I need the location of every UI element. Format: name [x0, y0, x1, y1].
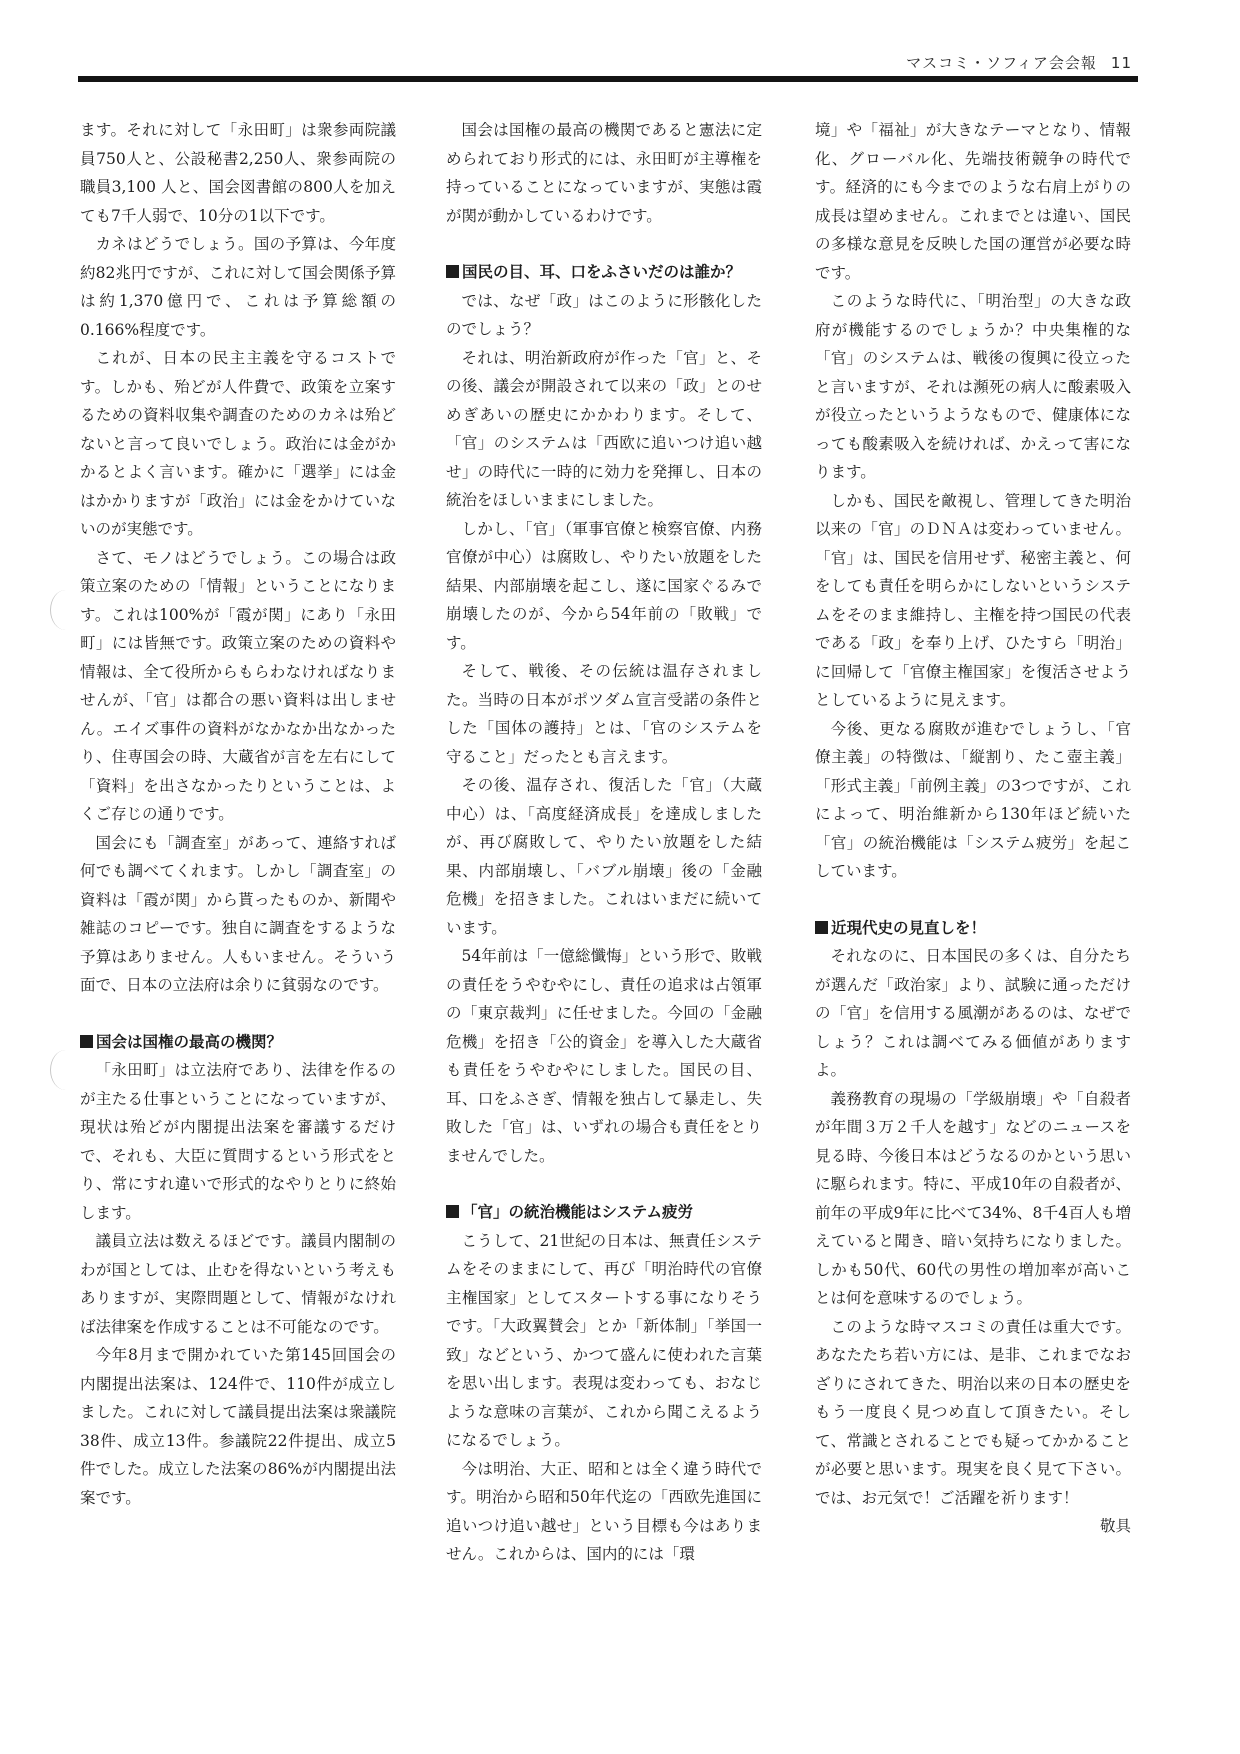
closing-signoff: 敬具	[1099, 1517, 1131, 1535]
paragraph: 「永田町」は立法府であり、法律を作るのが主たる仕事ということになっていますが、現状は殆どが内閣提出法案を審議するだけで、それも、大臣に質問するという形式をとり、常にすれ違いで形式的なやりとりに終始します。	[80, 1061, 396, 1222]
square-bullet-icon	[80, 1035, 93, 1048]
section-heading	[446, 258, 762, 287]
section-heading	[815, 914, 1131, 943]
paragraph: 国会は国権の最高の機関であると憲法に定められており形式的には、永田町が主導権を持っていることになっていますが、実態は霞が関が動かしているわけです。	[446, 121, 762, 225]
paragraph: 54年前は「一億総懺悔」という形で、敗戦の責任をうやむやにし、責任の追求は占領軍の「東京裁判」に任せました。今回の「金融危機」を招き「公的資金」を導入した大蔵省も責任をうやむやにしました。国民の目、耳、口をふさぎ、情報を独占して暴走し、失敗した「官」は、いずれの場合も責任をとりませんでした。	[446, 947, 762, 1165]
page-number: 11	[1110, 54, 1132, 72]
square-bullet-icon	[446, 1205, 459, 1218]
header-rule	[78, 76, 1138, 82]
paragraph: このような時マスコミの責任は重大です。あなたたち若い方には、是非、これまでなおざりにされてきた、明治以来の日本の歴史をもう一度良く見つめ直して頂きたい。そして、常識とされることでも疑ってかかることが必要と思います。現実を良く見て下さい。では、お元気で！ご活躍を祈ります！	[815, 1317, 1131, 1507]
section-heading-text: 近現代史の見直しを！	[831, 918, 987, 937]
square-bullet-icon	[446, 265, 459, 278]
paragraph: カネはどうでしょう。国の予算は、今年度約82兆円ですが、これに対して国会関係予算は約1,370億円で、これは予算総額の0.166%程度です。	[80, 235, 396, 339]
paragraph: その後、温存され、復活した「官」（大蔵中心）は、「高度経済成長」を達成しましたが、再び腐敗して、やりたい放題をした結果、内部崩壊し、「バブル崩壊」後の「金融危機」を招きました。これはいまだに続いています。	[446, 776, 762, 937]
paragraph: これが、日本の民主主義を守るコストです。しかも、殆どが人件費で、政策を立案するための資料収集や調査のためのカネは殆どないと言って良いでしょう。政治には金がかかるとよく言います。確かに「選挙」には金はかかりますが「政治」には金をかけていないのが実態です。	[80, 349, 396, 538]
paragraph: しかし、「官」（軍事官僚と検察官僚、内務官僚が中心）は腐敗し、やりたい放題をした結果、内部崩壊を起こし、遂に国家ぐるみで崩壊したのが、今から54年前の「敗戦」です。	[446, 519, 762, 652]
paragraph: それは、明治新政府が作った「官」と、その後、議会が開設されて以来の「政」とのせめぎあいの歴史にかかわります。そして、「官」のシステムは「西欧に追いつけ追い越せ」の時代に一時的に効力を発揮し、日本の統治をほしいままにしました。	[446, 348, 762, 509]
paragraph: 境」や「福祉」が大きなテーマとなり、情報化、グローバル化、先端技術競争の時代です。経済的にも今までのような右肩上がりの成長は望めません。これまでとは違い、国民の多様な意見を反映した国の運営が必要な時です。	[815, 121, 1131, 282]
section-heading	[80, 1028, 396, 1057]
paragraph: 義務教育の現場の「学級崩壊」や「自殺者が年間３万２千人を越す」などのニュースを見る時、今後日本はどうなるのかという思いに駆られます。特に、平成10年の自殺者が、前年の平成9年に比べて34%、8千4百人も増えていると聞き、暗い気持ちになりました。しかも50代、60代の男性の増加率が高いことは何を意味するのでしょう。	[815, 1089, 1131, 1307]
section-heading-text: 国民の目、耳、口をふさいだのは誰か？	[462, 263, 742, 281]
column-1	[80, 116, 396, 1512]
section-heading-text: 国会は国権の最高の機関？	[96, 1032, 283, 1051]
paragraph: ます。それに対して「永田町」は衆参両院議員750人と、公設秘書2,250人、衆参両院の職員3,100 人と、国会図書館の800人を加えても7千人弱で、10分の1以下です。	[80, 121, 396, 225]
scan-artifact	[50, 1050, 81, 1090]
scan-artifact	[50, 590, 81, 630]
paragraph: さて、モノはどうでしょう。この場合は政策立案のための「情報」ということになります。これは100%が「霞が関」にあり「永田町」には皆無です。政策立案のための資料や情報は、全て役所からもらわなければなりませんが、「官」は都合の悪い資料は出しません。エイズ事件の資料がなかなか出なかったり、住専国会の時、大蔵省が言を左右にして「資料」を出さなかったりということは、よくご存じの通りです。	[80, 548, 396, 823]
newsletter-title: マスコミ・ソフィア会会報	[906, 54, 1097, 72]
paragraph: 今年8月まで開かれていた第145回国会の内閣提出法案は、124件で、110件が成立しました。これに対して議員提出法案は衆議院38件、成立13件。参議院22件提出、成立5件でした。成立した法案の86%が内閣提出法案です。	[80, 1346, 396, 1507]
paragraph: では、なぜ「政」はこのように形骸化したのでしょう？	[446, 291, 762, 338]
paragraph: このような時代に、「明治型」の大きな政府が機能するのでしょうか？中央集権的な「官」のシステムは、戦後の復興に役立ったと言いますが、それは瀕死の病人に酸素吸入が役立ったというようなもので、健康体になっても酸素吸入を続ければ、かえって害になります。	[815, 292, 1131, 481]
section-heading	[446, 1198, 762, 1227]
paragraph: 今後、更なる腐敗が進むでしょうし、「官僚主義」の特徴は、「縦割り、たこ壺主義」「形式主義」「前例主義」の3つですが、これによって、明治維新から130年ほど続いた「官」の統治機能は「システム疲労」を起こしています。	[815, 719, 1131, 880]
paragraph: こうして、21世紀の日本は、無責任システムをそのままにして、再び「明治時代の官僚主権国家」としてスタートする事になりそうです。「大政翼賛会」とか「新体制」「挙国一致」などという、かつて盛んに使われた言葉を思い出します。表現は変わっても、おなじような意味の言葉が、これから聞こえるようになるでしょう。	[446, 1231, 762, 1449]
paragraph: それなのに、日本国民の多くは、自分たちが選んだ「政治家」より、試験に通っただけの「官」を信用する風潮があるのは、なぜでしょう？これは調べてみる価値がありますよ。	[815, 947, 1131, 1079]
column-3	[815, 116, 1131, 1541]
paragraph: そして、戦後、その伝統は温存されました。当時の日本がポツダム宣言受諾の条件とした「国体の護持」とは、「官のシステムを守ること」だったとも言えます。	[446, 662, 762, 766]
header-text	[906, 52, 1132, 73]
paragraph: 今は明治、大正、昭和とは全く違う時代です。明治から昭和50年代迄の「西欧先進国に追いつけ追い越せ」という目標も今はありません。これからは、国内的には「環	[446, 1459, 762, 1563]
paragraph: 国会にも「調査室」があって、連絡すれば何でも調べてくれます。しかし「調査室」の資料は「霞が関」から貰ったものか、新聞や雑誌のコピーです。独自に調査をするような予算はありません。人もいません。そういう面で、日本の立法府は余りに貧弱なのです。	[80, 833, 396, 994]
column-2	[446, 116, 762, 1569]
square-bullet-icon	[815, 921, 828, 934]
paragraph: 議員立法は数えるほどです。議員内閣制のわが国としては、止むを得ないという考えもありますが、実際問題として、情報がなければ法律案を作成することは不可能なのです。	[80, 1232, 396, 1336]
paragraph: しかも、国民を敵視し、管理してきた明治以来の「官」のＤＮＡは変わっていません。「官」は、国民を信用せず、秘密主義と、何をしても責任を明らかにしないというシステムをそのまま維持し、主権を持つ国民の代表である「政」を奉り上げ、ひたすら「明治」に回帰して「官僚主権国家」を復活させようとしているように見えます。	[815, 491, 1131, 709]
section-heading-text: 「官」の統治機能はシステム疲労	[462, 1203, 693, 1221]
